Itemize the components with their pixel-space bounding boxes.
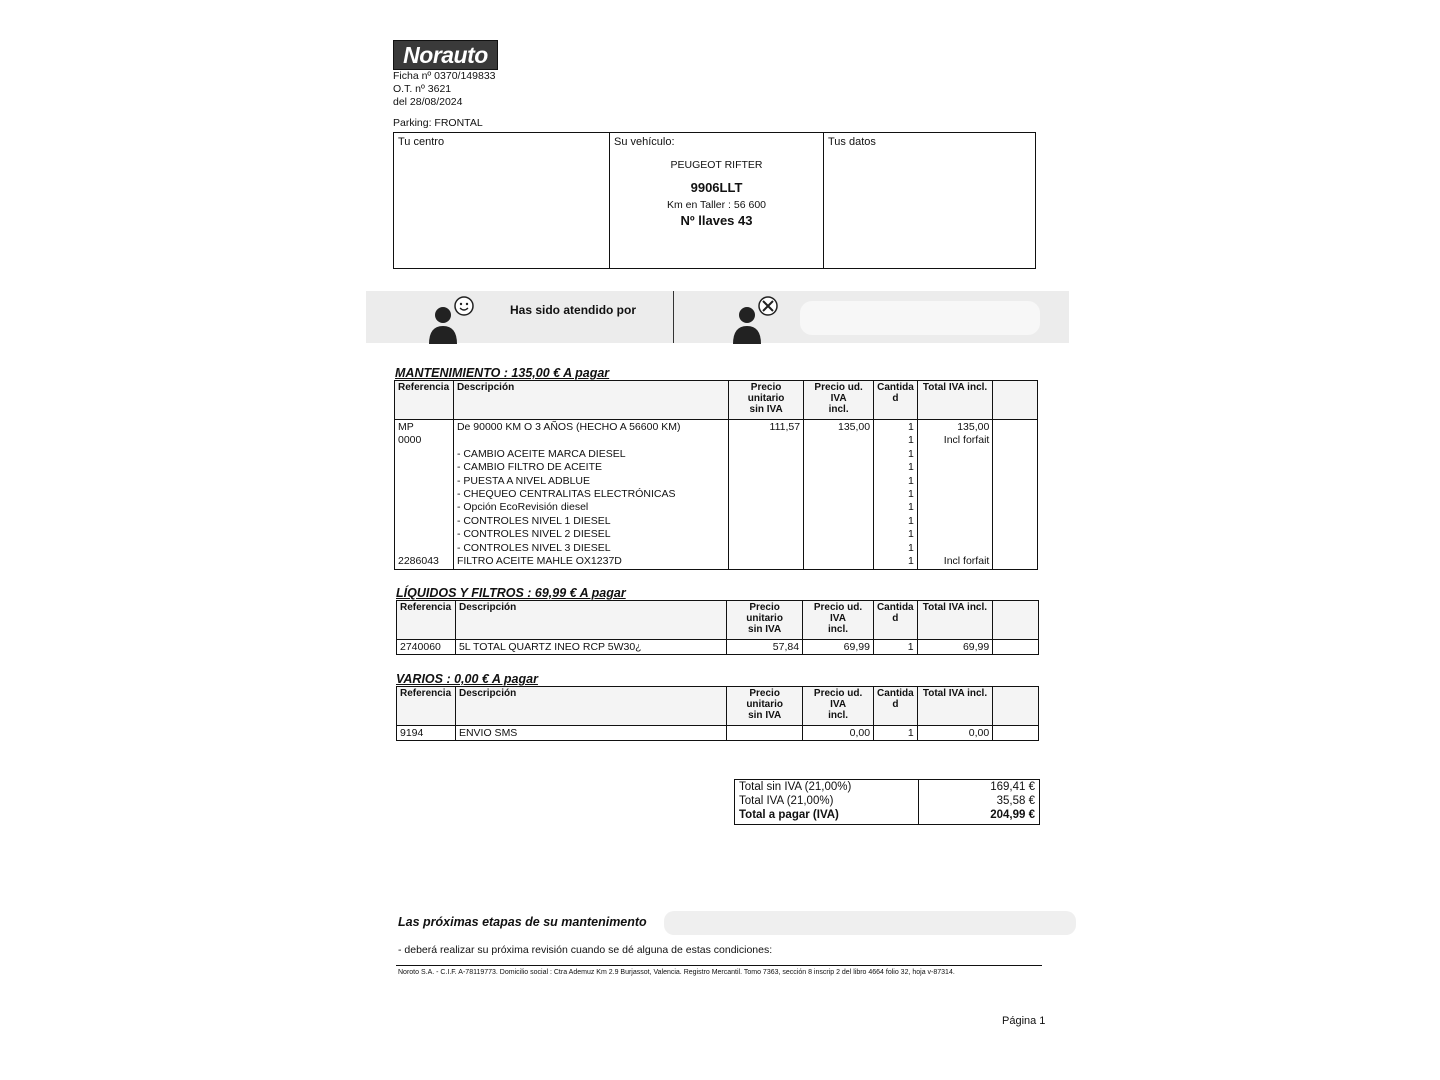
footer-rule <box>396 965 1042 966</box>
datos-column <box>824 133 1034 268</box>
attended-label: Has sido atendido por <box>510 303 637 317</box>
document-date: del 28/08/2024 <box>393 96 463 108</box>
ot-number: O.T. nº 3621 <box>393 83 452 95</box>
mileage: Km en Taller : 56 600 <box>666 199 767 211</box>
col-precio-sin-iva: Precio unitario sin IVA <box>727 687 803 726</box>
desc-line: - Opción EcoRevisión diesel <box>456 501 589 514</box>
cell-ref: 2740060 <box>397 640 456 655</box>
ref-line <box>398 528 450 541</box>
col-cantidad: Cantida d <box>874 687 918 726</box>
col-precio-iva: Precio ud. IVA incl. <box>803 687 874 726</box>
table-row <box>397 640 1039 655</box>
total-iva-value: 35,58 € <box>996 795 1035 807</box>
keys-number: Nº llaves 43 <box>680 213 753 228</box>
centro-column <box>394 133 609 268</box>
ref-line: MP <box>398 421 414 433</box>
vehiculo-label: Su vehículo: <box>614 136 675 148</box>
datos-label: Tus datos <box>828 136 876 148</box>
mantenimiento-pu-cell <box>729 420 804 570</box>
mantenimiento-title: MANTENIMIENTO : 135,00 € A pagar <box>395 366 610 380</box>
col-descripcion: Descripción <box>453 381 728 420</box>
cant-line: 1 <box>907 514 914 527</box>
col-extra <box>993 601 1039 640</box>
total-line <box>921 542 990 555</box>
col-referencia: Referencia <box>397 687 456 726</box>
desc-line: - CONTROLES NIVEL 1 DIESEL <box>456 514 611 527</box>
vehicle-model: PEUGEOT RIFTER <box>670 159 763 171</box>
vehiculo-column <box>610 133 823 268</box>
col-extra <box>993 381 1038 420</box>
ref-line <box>398 542 450 555</box>
col-referencia: Referencia <box>395 381 454 420</box>
cant-line: 1 <box>907 554 914 567</box>
total-line <box>921 475 990 488</box>
col-total: Total IVA incl. <box>917 601 993 640</box>
header-box <box>393 132 1036 269</box>
desc-line: FILTRO ACEITE MAHLE OX1237D <box>456 554 622 567</box>
mantenimiento-desc-cell <box>453 420 728 570</box>
ref-line <box>398 501 450 514</box>
cant-line: 1 <box>907 487 914 500</box>
centro-label: Tu centro <box>398 136 445 148</box>
cell-desc: ENVIO SMS <box>455 726 726 741</box>
table-header-row <box>397 687 1039 726</box>
col-total: Total IVA incl. <box>917 381 993 420</box>
col-descripcion: Descripción <box>455 687 726 726</box>
totals-box <box>734 779 1040 825</box>
col-precio-iva: Precio ud. IVA incl. <box>803 601 874 640</box>
ref-line <box>398 461 450 474</box>
table-header-row <box>397 601 1039 640</box>
cell-pud: 0,00 <box>803 726 874 741</box>
cant-line: 1 <box>907 528 914 541</box>
mantenimiento-pud-cell <box>804 420 874 570</box>
mantenimiento-extra-cell <box>993 420 1038 570</box>
cant-line: 1 <box>907 474 914 487</box>
total-line <box>921 501 990 514</box>
mantenimiento-ref-cell <box>395 420 454 570</box>
ficha-number: Ficha nº 0370/149833 <box>393 70 496 82</box>
varios-table <box>396 686 1039 741</box>
cell-extra <box>993 726 1039 741</box>
total-iva-row <box>739 795 1035 810</box>
desc-line: - CONTROLES NIVEL 2 DIESEL <box>456 528 611 541</box>
cant-line: 1 <box>907 461 914 474</box>
cell-desc: 5L TOTAL QUARTZ INEO RCP 5W30¿ <box>455 640 726 655</box>
cant-line: 1 <box>907 421 914 433</box>
cell-ref: 9194 <box>397 726 456 741</box>
liquidos-title: LÍQUIDOS Y FILTROS : 69,99 € A pagar <box>396 586 626 600</box>
total-line: Incl forfait <box>943 434 990 447</box>
total-line <box>921 448 990 461</box>
cell-pu <box>727 726 803 741</box>
mechanic-avatar-icon <box>730 294 782 344</box>
col-descripcion: Descripción <box>455 601 726 640</box>
next-steps-redacted <box>664 911 1076 935</box>
cant-line: 1 <box>907 541 914 554</box>
page-number: Página 1 <box>1002 1015 1046 1027</box>
norauto-logo: Norauto <box>393 40 498 70</box>
mantenimiento-table <box>394 380 1038 570</box>
desc-line: - CAMBIO ACEITE MARCA DIESEL <box>456 447 626 460</box>
cant-line: 1 <box>907 501 914 514</box>
total-line <box>921 515 990 528</box>
total-line <box>921 461 990 474</box>
next-steps-title: Las próximas etapas de su mantenimento <box>398 915 647 929</box>
table-row <box>397 726 1039 741</box>
pud-line: 135,00 <box>838 421 871 433</box>
total-pagar-label: Total a pagar (IVA) <box>739 809 839 821</box>
col-referencia: Referencia <box>397 601 456 640</box>
pu-line: 111,57 <box>769 421 801 433</box>
mantenimiento-total-cell <box>917 420 993 570</box>
desc-line <box>457 434 725 447</box>
desc-line: - CHEQUEO CENTRALITAS ELECTRÓNICAS <box>456 487 676 500</box>
cell-total: 0,00 <box>917 726 993 741</box>
parking-info: Parking: FRONTAL <box>393 117 483 129</box>
desc-line: - CONTROLES NIVEL 3 DIESEL <box>456 541 611 554</box>
ref-line <box>398 515 450 528</box>
ref-line <box>398 488 450 501</box>
total-line <box>921 528 990 541</box>
cant-line: 1 <box>907 434 914 447</box>
col-precio-sin-iva: Precio unitario sin IVA <box>729 381 804 420</box>
total-sin-iva-label: Total sin IVA (21,00%) <box>739 781 852 793</box>
mantenimiento-cant-cell <box>874 420 918 570</box>
total-sin-iva-row <box>739 781 1035 796</box>
ref-line <box>398 475 450 488</box>
banner-separator <box>673 291 674 343</box>
cell-pud: 69,99 <box>803 640 874 655</box>
cant-line: 1 <box>907 447 914 460</box>
cell-pu: 57,84 <box>727 640 803 655</box>
desc-line: - CAMBIO FILTRO DE ACEITE <box>456 461 603 474</box>
liquidos-table <box>396 600 1039 655</box>
ref-line: 0000 <box>398 434 422 447</box>
cell-cant: 1 <box>874 726 918 741</box>
table-header-row <box>395 381 1038 420</box>
next-steps-line: - deberá realizar su próxima revisión cuando se dé alguna de estas condiciones: <box>398 944 773 956</box>
col-total: Total IVA incl. <box>917 687 993 726</box>
total-iva-label: Total IVA (21,00%) <box>739 795 834 807</box>
total-pagar-row <box>739 809 1035 824</box>
total-pagar-value: 204,99 € <box>990 809 1035 821</box>
cell-total: 69,99 <box>917 640 993 655</box>
col-cantidad: Cantida d <box>874 381 918 420</box>
total-line: 135,00 <box>957 421 990 433</box>
desc-line: De 90000 KM O 3 AÑOS (HECHO A 56600 KM) <box>456 421 681 433</box>
desc-line: - PUESTA A NIVEL ADBLUE <box>456 474 590 487</box>
advisor-avatar-icon <box>426 294 478 344</box>
varios-title: VARIOS : 0,00 € A pagar <box>396 672 538 686</box>
total-line: Incl forfait <box>943 554 990 567</box>
cell-cant: 1 <box>873 640 917 655</box>
mechanic-name-field <box>800 301 1040 335</box>
ref-line: 2286043 <box>398 554 439 567</box>
ref-line <box>398 448 450 461</box>
cell-extra <box>993 640 1039 655</box>
col-precio-sin-iva: Precio unitario sin IVA <box>727 601 803 640</box>
col-extra <box>993 687 1039 726</box>
col-cantidad: Cantida d <box>873 601 917 640</box>
table-row <box>395 420 1038 570</box>
total-line <box>921 488 990 501</box>
col-precio-iva: Precio ud. IVA incl. <box>804 381 874 420</box>
license-plate: 9906LLT <box>690 180 743 195</box>
legal-footer: Noroto S.A. - C.I.F. A-78119773. Domicilio social : Ctra Ademuz Km 2.9 Burjassot, Valencia. Registro Mercantil. Tomo 7363, sección 8 inscrip 2 del libro 4664 folio 32, hoja v-87314. <box>398 969 955 976</box>
total-sin-iva-value: 169,41 € <box>990 781 1035 793</box>
